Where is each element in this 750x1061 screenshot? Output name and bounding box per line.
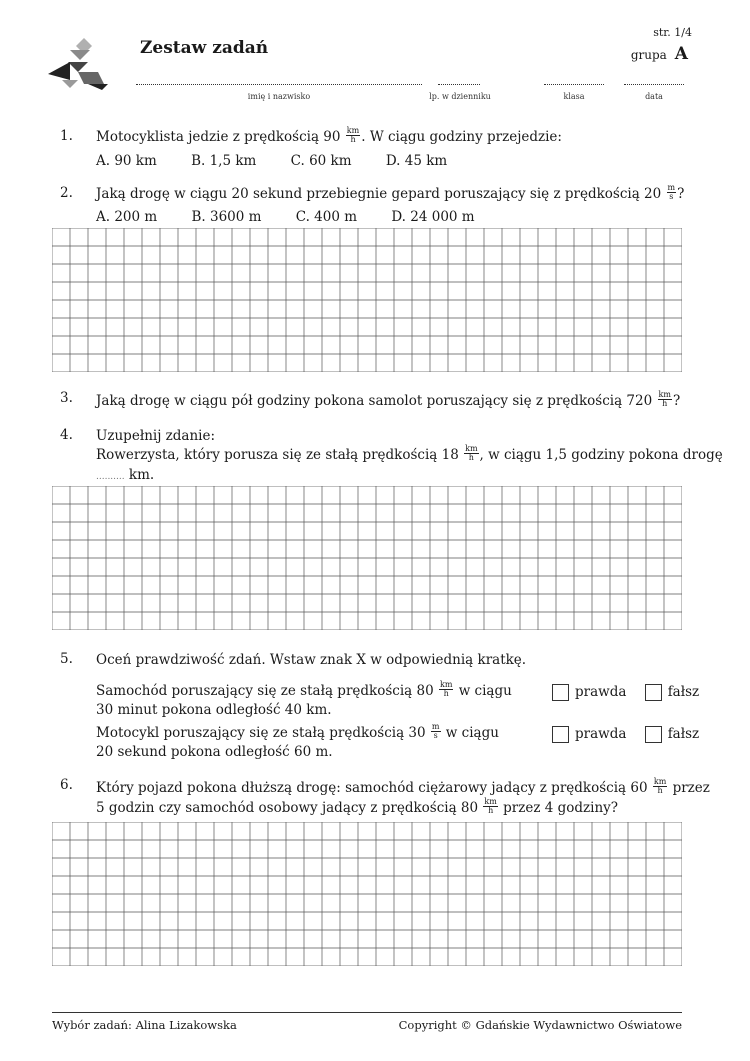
register-number-label: lp. w dzienniku bbox=[429, 92, 491, 101]
task-2-number: 2. bbox=[60, 185, 73, 201]
publisher-logo bbox=[48, 36, 112, 92]
false-label: fałsz bbox=[667, 726, 700, 742]
fraction-denominator: h bbox=[468, 453, 474, 462]
statement-1-false-checkbox[interactable] bbox=[645, 684, 662, 701]
task-1-unit-fraction bbox=[346, 127, 360, 144]
answer-grid-1[interactable] bbox=[52, 228, 682, 372]
task-6-unit-fraction-1 bbox=[653, 778, 667, 795]
statement-2-true-checkbox[interactable] bbox=[552, 726, 569, 743]
fraction-denominator: h bbox=[443, 689, 449, 698]
task-5-instruction: Oceń prawdziwość zdań. Wstaw znak X w odpowiednią kratkę. bbox=[96, 652, 527, 668]
task-2-text-a: Jaką drogę w ciągu 20 sekund przebiegnie gepard poruszający się z prędkością 20 bbox=[96, 186, 662, 202]
group-label: grupa bbox=[630, 48, 667, 62]
task-2-text-b: ? bbox=[677, 186, 685, 202]
statement-1-text-b: w ciągu bbox=[458, 683, 512, 699]
fraction-numerator: km bbox=[465, 444, 478, 453]
task-1-text-b: . W ciągu godziny przejedzie: bbox=[361, 129, 562, 145]
task-6-text-b: przez bbox=[672, 780, 710, 796]
task-3-text bbox=[96, 392, 680, 411]
task-6-text-line2 bbox=[96, 799, 618, 818]
statement-2-text-a: Motocykl poruszający się ze stałą prędkością 30 bbox=[96, 725, 426, 741]
page-number: str. 1/4 bbox=[653, 26, 692, 39]
task-2-text bbox=[96, 185, 684, 204]
task-5-statement-1-line2: 30 minut pokona odległość 40 km. bbox=[96, 702, 332, 718]
task-6-text-c: 5 godzin czy samochód osobowy jadący z prędkością 80 bbox=[96, 800, 479, 816]
true-label: prawda bbox=[575, 726, 627, 742]
task-5-statement-2-line2: 20 sekund pokona odległość 60 m. bbox=[96, 744, 333, 760]
task-4-text-a: Rowerzysta, który porusza się ze stałą prędkością 18 bbox=[96, 447, 459, 463]
task-6-text bbox=[96, 779, 710, 798]
answer-grid-2[interactable] bbox=[52, 486, 682, 630]
footer-copyright: Copyright © Gdańskie Wydawnictwo Oświatowe bbox=[398, 1018, 682, 1032]
fraction-numerator: km bbox=[653, 777, 667, 786]
task-1-text bbox=[96, 128, 562, 147]
task-5-statement-2 bbox=[96, 724, 499, 743]
fraction-denominator: h bbox=[657, 786, 663, 795]
fraction-numerator: m bbox=[431, 722, 440, 731]
task-2-unit-fraction bbox=[667, 184, 677, 201]
task-1-number: 1. bbox=[60, 128, 73, 144]
page-title: Zestaw zadań bbox=[140, 38, 269, 58]
footer-author: Wybór zadań: Alina Lizakowska bbox=[52, 1018, 237, 1032]
false-label: fałsz bbox=[667, 684, 700, 700]
option-b[interactable]: B. 1,5 km bbox=[191, 153, 257, 169]
date-field[interactable] bbox=[624, 78, 684, 85]
option-a[interactable]: A. 90 km bbox=[96, 153, 157, 169]
statement-2-false-checkbox[interactable] bbox=[645, 726, 662, 743]
option-c[interactable]: C. 400 m bbox=[295, 209, 358, 225]
task-6-text-d: przez 4 godziny? bbox=[503, 800, 619, 816]
answer-blank[interactable]: .......... bbox=[96, 472, 125, 482]
task-6-text-a: Który pojazd pokona dłuższą drogę: samochód ciężarowy jadący z prędkością 60 bbox=[96, 780, 648, 796]
class-field[interactable] bbox=[544, 78, 604, 85]
option-d[interactable]: D. 24 000 m bbox=[391, 209, 475, 225]
name-field[interactable] bbox=[136, 78, 422, 85]
fraction-numerator: km bbox=[484, 797, 497, 806]
task-4-instruction: Uzupełnij zdanie: bbox=[96, 428, 216, 444]
statement-1-unit-fraction bbox=[439, 681, 453, 698]
statement-1-text-a: Samochód poruszający się ze stałą prędkością 80 bbox=[96, 683, 434, 699]
option-c[interactable]: C. 60 km bbox=[290, 153, 352, 169]
fraction-numerator: km bbox=[658, 390, 671, 399]
class-label: klasa bbox=[563, 92, 585, 101]
register-number-field[interactable] bbox=[438, 78, 480, 85]
fraction-numerator: km bbox=[439, 680, 453, 689]
group-letter: A bbox=[674, 44, 688, 64]
task-5-number: 5. bbox=[60, 651, 73, 667]
task-3-number: 3. bbox=[60, 390, 73, 406]
fraction-denominator: h bbox=[488, 806, 494, 815]
task-4-unit-fraction bbox=[464, 445, 478, 462]
task-3-text-a: Jaką drogę w ciągu pół godziny pokona samolot poruszający się z prędkością 720 bbox=[96, 393, 653, 409]
task-4-number: 4. bbox=[60, 427, 73, 443]
statement-2-text-b: w ciągu bbox=[445, 725, 499, 741]
fraction-numerator: km bbox=[346, 126, 360, 135]
answer-grid-3[interactable] bbox=[52, 822, 682, 966]
fraction-denominator: s bbox=[669, 192, 674, 201]
task-4-answer-line bbox=[96, 466, 154, 487]
task-2-options bbox=[96, 208, 505, 227]
fraction-denominator: s bbox=[433, 731, 438, 740]
task-4-text-b: , w ciągu 1,5 godziny pokona drogę bbox=[479, 447, 723, 463]
task-1-text-a: Motocyklista jedzie z prędkością 90 bbox=[96, 129, 341, 145]
task-5-statement-1 bbox=[96, 682, 512, 701]
task-4-unit: km. bbox=[128, 467, 155, 483]
task-6-unit-fraction-2 bbox=[483, 798, 497, 815]
fraction-denominator: h bbox=[662, 399, 668, 408]
statement-1-true-checkbox[interactable] bbox=[552, 684, 569, 701]
option-d[interactable]: D. 45 km bbox=[385, 153, 448, 169]
fraction-numerator: m bbox=[667, 183, 676, 192]
task-4-text bbox=[96, 446, 723, 465]
statement-2-choices bbox=[552, 725, 699, 744]
true-label: prawda bbox=[575, 684, 627, 700]
option-b[interactable]: B. 3600 m bbox=[191, 209, 262, 225]
name-label: imię i nazwisko bbox=[247, 92, 311, 101]
task-3-text-b: ? bbox=[672, 393, 681, 409]
date-label: data bbox=[645, 92, 663, 101]
option-a[interactable]: A. 200 m bbox=[96, 209, 158, 225]
fraction-denominator: h bbox=[350, 135, 356, 144]
statement-1-choices bbox=[552, 683, 699, 702]
task-3-unit-fraction bbox=[658, 391, 672, 408]
group-indicator bbox=[631, 44, 688, 64]
footer-divider bbox=[52, 1012, 682, 1013]
task-6-number: 6. bbox=[60, 777, 73, 793]
task-1-options bbox=[96, 152, 477, 171]
statement-2-unit-fraction bbox=[431, 723, 441, 740]
